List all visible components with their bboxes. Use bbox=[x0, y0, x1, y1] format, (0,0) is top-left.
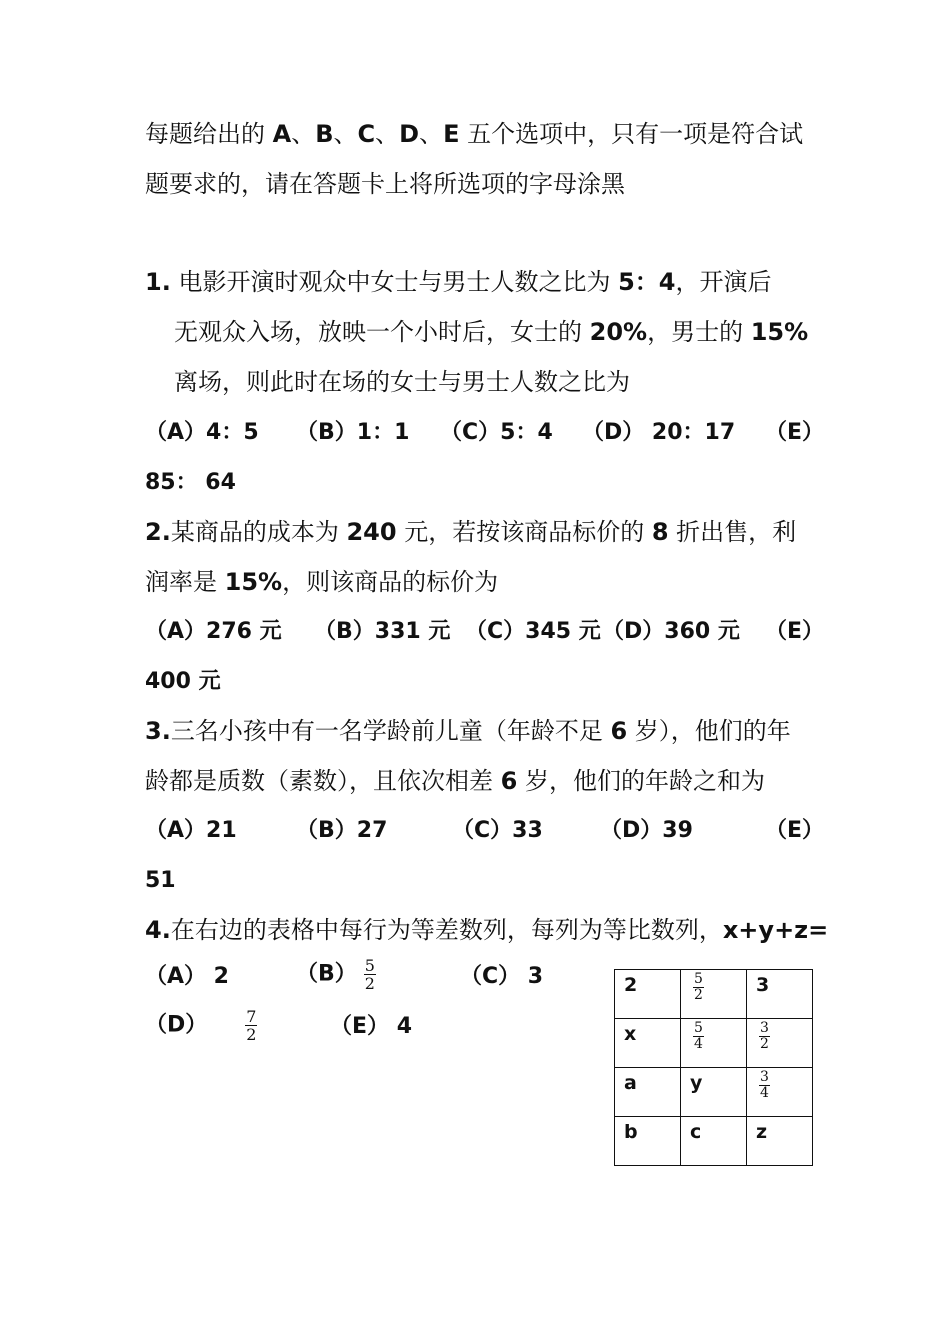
table-cell: x bbox=[615, 1019, 681, 1068]
q3-text: 岁，他们的年龄之和为 bbox=[517, 767, 765, 795]
q3-text: 岁），他们的年 bbox=[627, 717, 791, 745]
table-row bbox=[615, 1068, 813, 1117]
fraction-denominator: 2 bbox=[246, 1025, 257, 1044]
fraction-denominator: 2 bbox=[760, 1036, 769, 1052]
fraction-denominator: 2 bbox=[364, 974, 375, 993]
q3-option-a: （A）21 bbox=[145, 818, 237, 843]
q3-option-d: （D）39 bbox=[600, 818, 693, 843]
q1-option-d: （D） 20：17 bbox=[582, 420, 736, 445]
q3-number: 3. bbox=[145, 717, 171, 745]
q4-option-d-label: （D） bbox=[145, 1012, 208, 1038]
table-fraction bbox=[693, 1021, 704, 1052]
q2-option-b: （B）331 元 bbox=[314, 619, 451, 644]
table-cell: y bbox=[681, 1068, 747, 1117]
q4-option-a: （A） 2 bbox=[145, 964, 229, 989]
q1-line-2 bbox=[174, 316, 808, 348]
q4-line-1 bbox=[145, 914, 828, 946]
intro-letter-a: A bbox=[272, 120, 292, 148]
q2-line-2 bbox=[145, 566, 498, 598]
intro-sep: 、 bbox=[333, 120, 358, 148]
q3-line-2 bbox=[145, 765, 765, 797]
table-cell: z bbox=[747, 1117, 813, 1166]
table-cell: 3 bbox=[747, 970, 813, 1019]
q2-option-d: （D）360 元 bbox=[602, 619, 740, 644]
q2-number: 2. bbox=[145, 518, 171, 546]
fraction-numerator: 5 bbox=[364, 956, 375, 975]
q4-option-e: （E） 4 bbox=[330, 1014, 412, 1039]
q1-text: 电影开演时观众中女士与男士人数之比为 bbox=[170, 268, 619, 296]
q4-option-c: （C） 3 bbox=[460, 964, 544, 989]
q1-line-3: 离场，则此时在场的女士与男士人数之比为 bbox=[174, 368, 630, 396]
fraction-numerator: 3 bbox=[760, 1069, 769, 1085]
q2-text: 折出售，利 bbox=[668, 518, 797, 546]
q2-cost: 240 bbox=[346, 518, 397, 546]
q2-option-a: （A）276 元 bbox=[145, 619, 282, 644]
q3-option-b: （B）27 bbox=[296, 818, 388, 843]
q1-line-1 bbox=[145, 266, 772, 298]
intro-text: 每题给出的 bbox=[145, 120, 273, 148]
table-row bbox=[615, 1019, 813, 1068]
q1-number: 1. bbox=[145, 268, 171, 296]
q2-line-1 bbox=[145, 516, 796, 548]
table-cell: 2 bbox=[615, 970, 681, 1019]
intro-letter-d: D bbox=[399, 120, 420, 148]
q4-text: 在右边的表格中每行为等差数列，每列为等比数列， bbox=[170, 916, 723, 944]
q1-option-c: （C）5：4 bbox=[440, 420, 553, 445]
q3-text: 三名小孩中有一名学龄前儿童（年龄不足 bbox=[170, 717, 611, 745]
q1-option-e: （E） bbox=[765, 420, 825, 445]
q4-option-b-label: （B） bbox=[296, 961, 357, 987]
fraction-denominator: 4 bbox=[694, 1036, 703, 1052]
q4-option-d bbox=[145, 1008, 257, 1043]
q2-text: 润率是 bbox=[145, 568, 225, 596]
q4-option-b bbox=[296, 957, 376, 992]
table-cell: a bbox=[615, 1068, 681, 1117]
q1-text: ，开演后 bbox=[675, 268, 772, 296]
table-cell bbox=[747, 1019, 813, 1068]
intro-text: 五个选项中，只有一项是符合试 bbox=[459, 120, 804, 148]
q3-age-diff: 6 bbox=[500, 767, 518, 795]
intro-line-1 bbox=[145, 118, 803, 150]
fraction-numerator: 3 bbox=[760, 1020, 769, 1036]
q1-percent-women: 20% bbox=[589, 318, 648, 346]
table-fraction bbox=[693, 972, 704, 1003]
intro-sep: 、 bbox=[375, 120, 400, 148]
q3-age-limit: 6 bbox=[610, 717, 628, 745]
intro-line-2: 题要求的，请在答题卡上将所选项的字母涂黑 bbox=[145, 170, 625, 198]
table-row bbox=[615, 1117, 813, 1166]
intro-sep: 、 bbox=[419, 120, 444, 148]
q4-number: 4. bbox=[145, 916, 171, 944]
table-cell: c bbox=[681, 1117, 747, 1166]
fraction-numerator: 5 bbox=[694, 971, 703, 987]
q1-text: ，男士的 bbox=[647, 318, 751, 346]
q3-option-e-value: 51 bbox=[145, 868, 176, 893]
q2-discount: 8 bbox=[651, 518, 669, 546]
q4-option-b-fraction bbox=[364, 957, 376, 992]
fraction-numerator: 7 bbox=[246, 1007, 257, 1026]
table-cell bbox=[681, 970, 747, 1019]
q4-number-table bbox=[614, 969, 813, 1166]
table-cell bbox=[681, 1019, 747, 1068]
fraction-denominator: 2 bbox=[694, 987, 703, 1003]
q2-option-c: （C）345 元 bbox=[465, 619, 601, 644]
table-row bbox=[615, 970, 813, 1019]
q1-text: 无观众入场，放映一个小时后，女士的 bbox=[174, 318, 590, 346]
q3-text: 龄都是质数（素数），且依次相差 bbox=[145, 767, 501, 795]
fraction-denominator: 4 bbox=[760, 1085, 769, 1101]
intro-letter-c: C bbox=[357, 120, 376, 148]
intro-sep: 、 bbox=[291, 120, 316, 148]
q2-text: 某商品的成本为 bbox=[170, 518, 347, 546]
table-cell: b bbox=[615, 1117, 681, 1166]
intro-letter-e: E bbox=[443, 120, 460, 148]
table-cell bbox=[747, 1068, 813, 1117]
q1-percent-men: 15% bbox=[750, 318, 809, 346]
q1-option-b: （B）1：1 bbox=[296, 420, 410, 445]
table-fraction bbox=[759, 1070, 770, 1101]
q1-option-e-value: 85： 64 bbox=[145, 470, 236, 495]
q2-text: ，则该商品的标价为 bbox=[282, 568, 499, 596]
q2-text: 元，若按该商品标价的 bbox=[396, 518, 652, 546]
q4-expression: x+y+z= bbox=[722, 916, 829, 944]
q3-option-c: （C）33 bbox=[452, 818, 543, 843]
q2-option-e: （E） bbox=[765, 619, 825, 644]
q2-option-e-value: 400 元 bbox=[145, 669, 221, 694]
q3-line-1 bbox=[145, 715, 791, 747]
q4-option-d-fraction bbox=[245, 1008, 257, 1043]
q2-profit-rate: 15% bbox=[224, 568, 283, 596]
q3-option-e: （E） bbox=[765, 818, 825, 843]
q1-option-a: （A）4：5 bbox=[145, 420, 259, 445]
table-fraction bbox=[759, 1021, 770, 1052]
intro-letter-b: B bbox=[315, 120, 334, 148]
q1-ratio: 5：4 bbox=[618, 268, 676, 296]
fraction-numerator: 5 bbox=[694, 1020, 703, 1036]
